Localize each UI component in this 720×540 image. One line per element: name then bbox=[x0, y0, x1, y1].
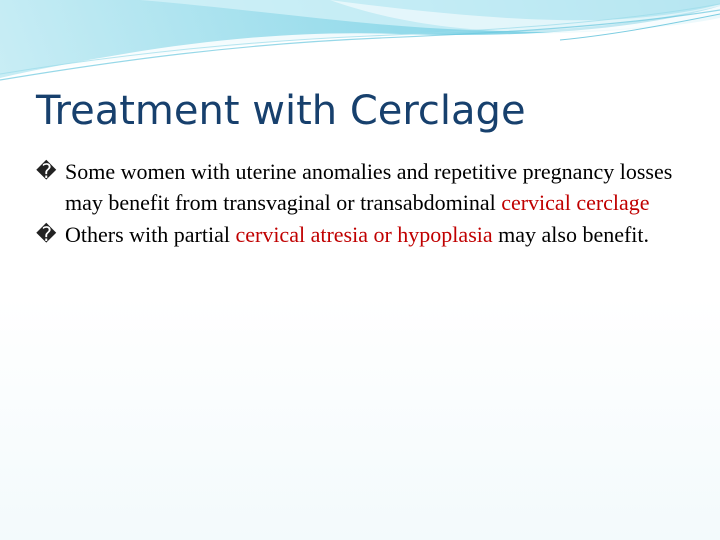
bullet-list bbox=[36, 156, 696, 251]
bullet-glyph-icon: � bbox=[36, 159, 57, 183]
highlighted-term: cervical cerclage bbox=[501, 190, 650, 215]
bullet-text: Some women with uterine anomalies and repetitive pregnancy losses may benefit from transvaginal or transabdominal bbox=[65, 159, 673, 215]
wave-banner-decoration bbox=[0, 0, 720, 90]
bullet-text: Others with partial bbox=[65, 222, 236, 247]
highlighted-term: cervical atresia or hypoplasia bbox=[235, 222, 493, 247]
bullet-item bbox=[36, 219, 696, 250]
bullet-item bbox=[36, 156, 696, 218]
slide-title: Treatment with Cerclage bbox=[36, 88, 526, 134]
bullet-text: may also benefit. bbox=[492, 222, 650, 247]
bullet-glyph-icon: � bbox=[36, 222, 57, 246]
